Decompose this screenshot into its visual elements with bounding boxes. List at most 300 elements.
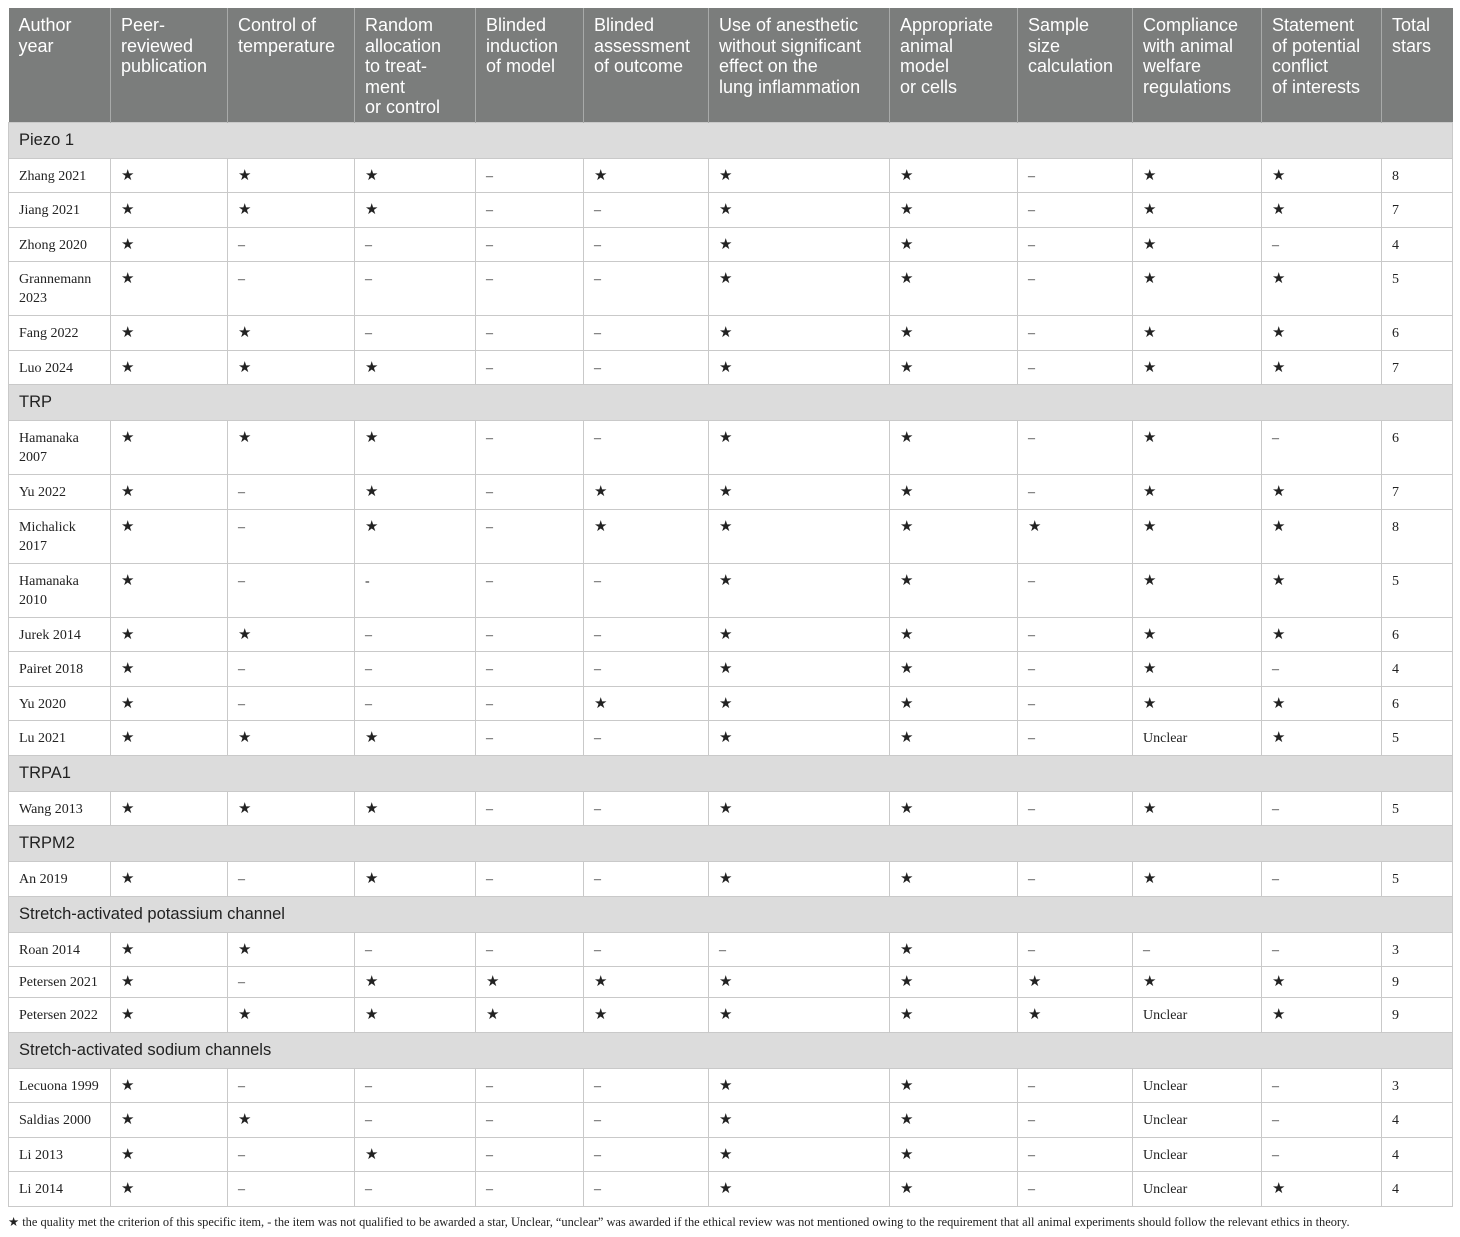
criterion-cell: – [355, 617, 476, 652]
total-stars-cell: 4 [1382, 652, 1453, 687]
criterion-cell: – [1262, 227, 1382, 262]
criterion-cell: ★ [111, 509, 228, 563]
criterion-cell: ★ [709, 475, 890, 510]
criterion-cell: ★ [111, 617, 228, 652]
author-year-cell: Pairet 2018 [9, 652, 111, 687]
criterion-cell: ★ [355, 1137, 476, 1172]
criterion-cell: ★ [228, 791, 355, 826]
table-row [9, 227, 1453, 262]
criterion-cell: ★ [709, 193, 890, 228]
criterion-cell: – [1018, 721, 1133, 756]
criterion-cell: ★ [709, 227, 890, 262]
criterion-cell: – [1133, 932, 1262, 967]
header-blinded-assessment: Blinded assessment of outcome [584, 8, 709, 122]
author-year-cell: Jiang 2021 [9, 193, 111, 228]
criterion-cell: Unclear [1133, 998, 1262, 1033]
header-random-allocation: Random allocation to treat- ment or control [355, 8, 476, 122]
criterion-cell: ★ [890, 158, 1018, 193]
total-stars-cell: 5 [1382, 791, 1453, 826]
criterion-cell: ★ [1262, 721, 1382, 756]
criterion-cell: – [1262, 932, 1382, 967]
criterion-cell: ★ [111, 421, 228, 475]
header-peer-reviewed: Peer- reviewed publication [111, 8, 228, 122]
criterion-cell: – [584, 1137, 709, 1172]
criterion-cell: – [476, 721, 584, 756]
author-year-cell: Fang 2022 [9, 316, 111, 351]
group-row [9, 122, 1453, 158]
criterion-cell: – [1262, 791, 1382, 826]
criterion-cell: ★ [111, 563, 228, 617]
criterion-cell: ★ [709, 1137, 890, 1172]
criterion-cell: ★ [709, 791, 890, 826]
criterion-cell: ★ [1262, 617, 1382, 652]
group-label: Stretch-activated sodium channels [9, 1032, 1453, 1068]
table-row [9, 967, 1453, 998]
total-stars-cell: 6 [1382, 316, 1453, 351]
total-stars-cell: 5 [1382, 721, 1453, 756]
criterion-cell: ★ [228, 316, 355, 351]
criterion-cell: – [355, 1172, 476, 1207]
total-stars-cell: 7 [1382, 475, 1453, 510]
table-row [9, 563, 1453, 617]
criterion-cell: – [355, 227, 476, 262]
criterion-cell: ★ [709, 721, 890, 756]
criterion-cell: ★ [890, 652, 1018, 687]
criterion-cell: ★ [228, 617, 355, 652]
criterion-cell: ★ [890, 227, 1018, 262]
criterion-cell: ★ [111, 721, 228, 756]
criterion-cell: ★ [1133, 158, 1262, 193]
criterion-cell: – [584, 1103, 709, 1138]
group-row [9, 385, 1453, 421]
criterion-cell: ★ [709, 158, 890, 193]
criterion-cell: – [584, 262, 709, 316]
author-year-cell: Petersen 2022 [9, 998, 111, 1033]
criterion-cell: – [228, 563, 355, 617]
criterion-cell: – [476, 791, 584, 826]
table-row [9, 475, 1453, 510]
criterion-cell: ★ [355, 158, 476, 193]
criterion-cell: ★ [709, 686, 890, 721]
author-year-cell: An 2019 [9, 862, 111, 897]
criterion-cell: ★ [355, 998, 476, 1033]
criterion-cell: – [228, 967, 355, 998]
header-conflict-statement: Statement of potential conflict of interests [1262, 8, 1382, 122]
criterion-cell: – [476, 1137, 584, 1172]
group-label: Stretch-activated potassium channel [9, 896, 1453, 932]
criterion-cell: – [584, 932, 709, 967]
criterion-cell: – [709, 932, 890, 967]
criterion-cell: ★ [1133, 475, 1262, 510]
total-stars-cell: 5 [1382, 563, 1453, 617]
total-stars-cell: 6 [1382, 617, 1453, 652]
header-control-temperature: Control of temperature [228, 8, 355, 122]
criterion-cell: – [1018, 791, 1133, 826]
criterion-cell: – [355, 1068, 476, 1103]
total-stars-cell: 6 [1382, 686, 1453, 721]
criterion-cell: ★ [1262, 967, 1382, 998]
criterion-cell: ★ [709, 421, 890, 475]
criterion-cell: ★ [584, 998, 709, 1033]
criterion-cell: – [476, 1172, 584, 1207]
author-year-cell: Michalick 2017 [9, 509, 111, 563]
criterion-cell: ★ [111, 475, 228, 510]
table-row [9, 350, 1453, 385]
criterion-cell: – [476, 617, 584, 652]
total-stars-cell: 7 [1382, 350, 1453, 385]
criterion-cell: ★ [111, 193, 228, 228]
criterion-cell: ★ [111, 932, 228, 967]
total-stars-cell: 4 [1382, 1172, 1453, 1207]
criterion-cell: – [1018, 617, 1133, 652]
criterion-cell: – [1018, 227, 1133, 262]
criterion-cell: – [1018, 193, 1133, 228]
criterion-cell: – [355, 316, 476, 351]
criterion-cell: – [476, 193, 584, 228]
criterion-cell: – [584, 1068, 709, 1103]
criterion-cell: ★ [1262, 1172, 1382, 1207]
criterion-cell: ★ [890, 967, 1018, 998]
criterion-cell: – [1018, 686, 1133, 721]
criterion-cell: – [228, 1137, 355, 1172]
criterion-cell: – [228, 509, 355, 563]
author-year-cell: Roan 2014 [9, 932, 111, 967]
criterion-cell: ★ [228, 158, 355, 193]
criterion-cell: ★ [890, 509, 1018, 563]
criterion-cell: – [476, 350, 584, 385]
criterion-cell: – [584, 316, 709, 351]
total-stars-cell: 9 [1382, 967, 1453, 998]
criterion-cell: – [1262, 1103, 1382, 1138]
table-row [9, 421, 1453, 475]
criterion-cell: – [1018, 316, 1133, 351]
criterion-cell: ★ [890, 350, 1018, 385]
criterion-cell: ★ [111, 1103, 228, 1138]
table-row [9, 1137, 1453, 1172]
author-year-cell: Hamanaka 2007 [9, 421, 111, 475]
criterion-cell: Unclear [1133, 1103, 1262, 1138]
criterion-cell: ★ [709, 509, 890, 563]
criterion-cell: – [1018, 862, 1133, 897]
header-anesthetic: Use of anesthetic without significant effect on the lung inflammation [709, 8, 890, 122]
table-row [9, 721, 1453, 756]
criterion-cell: ★ [111, 350, 228, 385]
author-year-cell: Yu 2022 [9, 475, 111, 510]
group-row [9, 755, 1453, 791]
criterion-cell: ★ [1018, 509, 1133, 563]
criterion-cell: ★ [890, 1137, 1018, 1172]
criterion-cell: ★ [355, 791, 476, 826]
criterion-cell: ★ [1133, 193, 1262, 228]
criterion-cell: ★ [1133, 350, 1262, 385]
group-label: TRP [9, 385, 1453, 421]
header-author-year: Author year [9, 8, 111, 122]
criterion-cell: – [1018, 158, 1133, 193]
table-row [9, 193, 1453, 228]
header-welfare-compliance: Compliance with animal welfare regulations [1133, 8, 1262, 122]
table-row [9, 862, 1453, 897]
criterion-cell: ★ [355, 421, 476, 475]
criterion-cell: – [1018, 350, 1133, 385]
criterion-cell: ★ [228, 932, 355, 967]
total-stars-cell: 5 [1382, 862, 1453, 897]
criterion-cell: – [1018, 563, 1133, 617]
criterion-cell: ★ [228, 350, 355, 385]
criterion-cell: Unclear [1133, 1068, 1262, 1103]
header-row [9, 8, 1453, 122]
header-total-stars: Total stars [1382, 8, 1453, 122]
criterion-cell: – [584, 421, 709, 475]
table-row [9, 652, 1453, 687]
criterion-cell: ★ [355, 350, 476, 385]
criterion-cell: ★ [1262, 262, 1382, 316]
criterion-cell: – [355, 262, 476, 316]
table-row [9, 1172, 1453, 1207]
group-label: TRPA1 [9, 755, 1453, 791]
criterion-cell: ★ [709, 617, 890, 652]
criterion-cell: ★ [1133, 652, 1262, 687]
group-row [9, 1032, 1453, 1068]
criterion-cell: ★ [1262, 509, 1382, 563]
criterion-cell: – [1018, 932, 1133, 967]
criterion-cell: ★ [709, 316, 890, 351]
criterion-cell: ★ [1133, 862, 1262, 897]
criterion-cell: – [476, 652, 584, 687]
criterion-cell: – [228, 1068, 355, 1103]
criterion-cell: ★ [111, 1137, 228, 1172]
criterion-cell: ★ [709, 652, 890, 687]
total-stars-cell: 4 [1382, 227, 1453, 262]
criterion-cell: – [584, 652, 709, 687]
header-sample-size: Sample size calculation [1018, 8, 1133, 122]
criterion-cell: ★ [1262, 563, 1382, 617]
criterion-cell: ★ [111, 1172, 228, 1207]
table-row [9, 262, 1453, 316]
table-row [9, 998, 1453, 1033]
author-year-cell: Saldias 2000 [9, 1103, 111, 1138]
author-year-cell: Zhong 2020 [9, 227, 111, 262]
group-row [9, 826, 1453, 862]
criterion-cell: ★ [709, 1172, 890, 1207]
total-stars-cell: 6 [1382, 421, 1453, 475]
criterion-cell: ★ [890, 1103, 1018, 1138]
criterion-cell: – [476, 932, 584, 967]
criterion-cell: – [1018, 1103, 1133, 1138]
author-year-cell: Lecuona 1999 [9, 1068, 111, 1103]
criterion-cell: ★ [1133, 686, 1262, 721]
criterion-cell: – [228, 686, 355, 721]
criterion-cell: ★ [584, 475, 709, 510]
criterion-cell: – [228, 1172, 355, 1207]
criterion-cell: – [476, 227, 584, 262]
criterion-cell: ★ [584, 967, 709, 998]
criterion-cell: – [476, 158, 584, 193]
criterion-cell: ★ [228, 721, 355, 756]
criterion-cell: – [476, 1068, 584, 1103]
criterion-cell: ★ [476, 967, 584, 998]
criterion-cell: – [476, 1103, 584, 1138]
author-year-cell: Lu 2021 [9, 721, 111, 756]
criterion-cell: ★ [890, 791, 1018, 826]
criterion-cell: ★ [584, 509, 709, 563]
table-row [9, 316, 1453, 351]
author-year-cell: Petersen 2021 [9, 967, 111, 998]
criterion-cell: ★ [890, 316, 1018, 351]
criterion-cell: ★ [1262, 158, 1382, 193]
criterion-cell: ★ [890, 721, 1018, 756]
criterion-cell: – [228, 862, 355, 897]
criterion-cell: ★ [355, 862, 476, 897]
criterion-cell: Unclear [1133, 1137, 1262, 1172]
criterion-cell: ★ [1133, 262, 1262, 316]
criterion-cell: – [584, 563, 709, 617]
criterion-cell: – [476, 862, 584, 897]
criterion-cell: – [1018, 421, 1133, 475]
author-year-cell: Zhang 2021 [9, 158, 111, 193]
criterion-cell: ★ [1133, 617, 1262, 652]
criterion-cell: ★ [1018, 998, 1133, 1033]
criterion-cell: – [584, 721, 709, 756]
criterion-cell: – [355, 932, 476, 967]
criterion-cell: – [476, 316, 584, 351]
criterion-cell: ★ [111, 1068, 228, 1103]
author-year-cell: Yu 2020 [9, 686, 111, 721]
total-stars-cell: 4 [1382, 1137, 1453, 1172]
criterion-cell: ★ [228, 998, 355, 1033]
criterion-cell: Unclear [1133, 721, 1262, 756]
criterion-cell: Unclear [1133, 1172, 1262, 1207]
criterion-cell: ★ [355, 967, 476, 998]
criterion-cell: ★ [476, 998, 584, 1033]
table-row [9, 509, 1453, 563]
criterion-cell: – [228, 652, 355, 687]
criterion-cell: ★ [890, 932, 1018, 967]
criterion-cell: ★ [111, 967, 228, 998]
criterion-cell: – [476, 262, 584, 316]
criterion-cell: – [228, 227, 355, 262]
criterion-cell: ★ [890, 563, 1018, 617]
header-animal-model: Appropriate animal model or cells [890, 8, 1018, 122]
criterion-cell: ★ [1133, 421, 1262, 475]
total-stars-cell: 8 [1382, 509, 1453, 563]
criterion-cell: ★ [709, 262, 890, 316]
group-label: Piezo 1 [9, 122, 1453, 158]
criterion-cell: ★ [111, 316, 228, 351]
criterion-cell: ★ [111, 791, 228, 826]
criterion-cell: – [1262, 652, 1382, 687]
criterion-cell: ★ [890, 617, 1018, 652]
criterion-cell: ★ [1262, 686, 1382, 721]
criterion-cell: – [1262, 1137, 1382, 1172]
criterion-cell: – [1018, 475, 1133, 510]
criterion-cell: – [476, 686, 584, 721]
criterion-cell: ★ [355, 721, 476, 756]
criterion-cell: – [1262, 862, 1382, 897]
table-footnote: ★ the quality met the criterion of this specific item, - the item was not qualified to be awarded a star, Unclear, “unclear” was awarded if the ethical review was not mentioned owing to the requirement that all animal experiments should follow the relevant ethics in theory. [8, 1215, 1350, 1229]
criterion-cell: ★ [1133, 967, 1262, 998]
quality-assessment-table [8, 8, 1453, 1207]
criterion-cell: ★ [111, 686, 228, 721]
criterion-cell: ★ [111, 158, 228, 193]
criterion-cell: ★ [228, 1103, 355, 1138]
table-row [9, 1068, 1453, 1103]
criterion-cell: – [584, 227, 709, 262]
criterion-cell: ★ [355, 193, 476, 228]
criterion-cell: ★ [111, 262, 228, 316]
header-blinded-induction: Blinded induction of model [476, 8, 584, 122]
criterion-cell: – [476, 509, 584, 563]
criterion-cell: – [1018, 1172, 1133, 1207]
criterion-cell: ★ [890, 1172, 1018, 1207]
criterion-cell: – [1018, 652, 1133, 687]
criterion-cell: – [228, 475, 355, 510]
criterion-cell: ★ [584, 158, 709, 193]
criterion-cell: – [584, 350, 709, 385]
total-stars-cell: 9 [1382, 998, 1453, 1033]
author-year-cell: Li 2013 [9, 1137, 111, 1172]
criterion-cell: ★ [890, 421, 1018, 475]
criterion-cell: – [355, 1103, 476, 1138]
criterion-cell: ★ [709, 1103, 890, 1138]
author-year-cell: Li 2014 [9, 1172, 111, 1207]
criterion-cell: ★ [709, 1068, 890, 1103]
author-year-cell: Grannemann 2023 [9, 262, 111, 316]
criterion-cell: ★ [355, 475, 476, 510]
criterion-cell: ★ [111, 652, 228, 687]
criterion-cell: ★ [1262, 998, 1382, 1033]
criterion-cell: ★ [1133, 316, 1262, 351]
table-row [9, 617, 1453, 652]
criterion-cell: – [584, 617, 709, 652]
total-stars-cell: 3 [1382, 932, 1453, 967]
total-stars-cell: 8 [1382, 158, 1453, 193]
criterion-cell: ★ [1262, 316, 1382, 351]
criterion-cell: ★ [228, 421, 355, 475]
table-row [9, 158, 1453, 193]
criterion-cell: – [584, 791, 709, 826]
criterion-cell: – [476, 421, 584, 475]
table-row [9, 791, 1453, 826]
criterion-cell: – [1262, 421, 1382, 475]
group-row [9, 896, 1453, 932]
author-year-cell: Hamanaka 2010 [9, 563, 111, 617]
criterion-cell: ★ [890, 475, 1018, 510]
criterion-cell: ★ [1133, 563, 1262, 617]
criterion-cell: ★ [1262, 350, 1382, 385]
total-stars-cell: 7 [1382, 193, 1453, 228]
criterion-cell: ★ [228, 193, 355, 228]
criterion-cell: ★ [1018, 967, 1133, 998]
criterion-cell: – [584, 193, 709, 228]
criterion-cell: – [1018, 262, 1133, 316]
criterion-cell: ★ [709, 967, 890, 998]
criterion-cell: ★ [709, 862, 890, 897]
criterion-cell: ★ [709, 350, 890, 385]
criterion-cell: ★ [1133, 227, 1262, 262]
criterion-cell: ★ [890, 1068, 1018, 1103]
criterion-cell: ★ [1262, 475, 1382, 510]
criterion-cell: ★ [1133, 791, 1262, 826]
criterion-cell: - [355, 563, 476, 617]
criterion-cell: ★ [111, 227, 228, 262]
criterion-cell: – [228, 262, 355, 316]
criterion-cell: ★ [111, 998, 228, 1033]
criterion-cell: – [355, 686, 476, 721]
group-label: TRPM2 [9, 826, 1453, 862]
criterion-cell: ★ [1133, 509, 1262, 563]
criterion-cell: – [1262, 1068, 1382, 1103]
criterion-cell: – [1018, 1137, 1133, 1172]
